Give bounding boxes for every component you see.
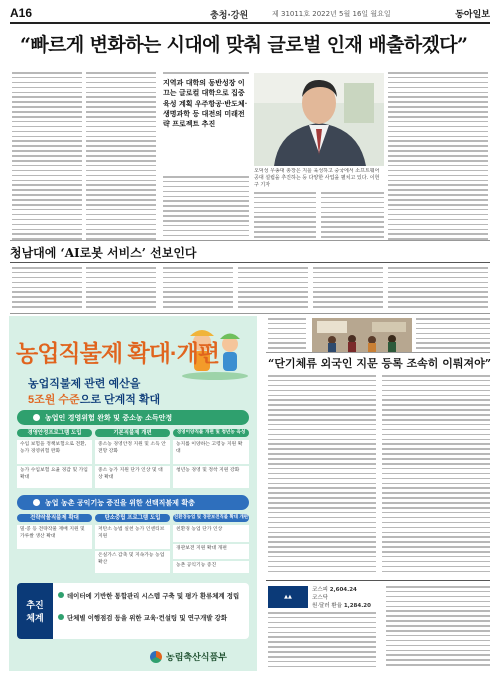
article2-tail bbox=[268, 318, 306, 353]
third-headline: “단기체류 외국인 지문 등록 조속히 이뤄져야” bbox=[268, 357, 492, 370]
market-logo bbox=[268, 586, 308, 608]
ad-s2-cell: 밀·콩 등 전략작물 재배 지원 및 가루쌀 생산 확대 bbox=[17, 525, 92, 549]
check-icon bbox=[58, 592, 64, 598]
divider bbox=[10, 262, 490, 263]
ad-system-item-2: 단체별 이행점검 등을 위한 교육·컨설팅 및 연구개발 강화 bbox=[58, 613, 246, 622]
ad-s2-cell: 친환경 농업 단가 인상 bbox=[173, 525, 249, 542]
divider bbox=[10, 313, 490, 314]
ad-org-name: 농림축산식품부 bbox=[166, 653, 227, 663]
market-table bbox=[268, 612, 376, 676]
article2-col-3 bbox=[163, 267, 233, 311]
event-photo bbox=[312, 318, 412, 352]
person-illustration bbox=[254, 73, 384, 166]
ad-s1-cell: 농지를 이양하는 고령농 지원 확대 bbox=[173, 440, 249, 464]
second-headline: 청남대에 ‘AI로봇 서비스’ 선보인다 bbox=[10, 246, 197, 260]
ad-s1-cell: 중소농 경영안정 지원 및 소득 안전망 강화 bbox=[95, 440, 170, 464]
ad-subtitle-2 bbox=[28, 391, 160, 407]
subheadline: 지역과 대학의 동반성장 이끄는 글로컬 대학으로 집중 육성 계획 우주항공·반도체·생명과학 등 대전의 미래전략 프로젝트 추진 bbox=[163, 78, 248, 129]
article-column-4b bbox=[321, 192, 384, 242]
ad-system-label: 추진 체계 bbox=[17, 583, 53, 639]
page-number: A16 bbox=[10, 6, 33, 20]
market-table-2 bbox=[386, 586, 490, 676]
article3-col-1 bbox=[268, 375, 376, 575]
main-headline: “빠르게 변화하는 시대에 맞춰 글로벌 인재 배출하겠다” bbox=[20, 34, 468, 56]
ad-section-1-bar bbox=[17, 410, 249, 425]
check-icon bbox=[58, 614, 64, 620]
photo-caption: 오덕성 우송대 총장은 지를 육성하고 중국에서 소프트웨어 공대 설립을 추진하는 등 다양한 사업을 펼치고 있다. 이헌구 기자 bbox=[254, 168, 380, 188]
bullet-icon bbox=[33, 499, 40, 506]
ad-section-2-label: 농업 농촌 공익기능 증진을 위한 선택직불제 확충 bbox=[45, 498, 195, 507]
article2-tail-2 bbox=[416, 318, 490, 353]
ad-budget-highlight: 5조원 수준 bbox=[28, 394, 80, 406]
page-header bbox=[10, 4, 490, 24]
article-column-3 bbox=[163, 176, 249, 242]
ad-s1-head-2: 기본직불제 개편 bbox=[95, 429, 170, 437]
divider bbox=[266, 352, 490, 353]
article2-col-5 bbox=[313, 267, 383, 311]
article3-col-2 bbox=[382, 375, 490, 575]
ad-s2-cell: 온실가스 감축 및 지속가능 농업 확산 bbox=[95, 551, 170, 573]
market-box-1: 코스피 2,604.24 코스닥 원·달러 환율 1,284.20 bbox=[312, 587, 371, 609]
newspaper-logo: 동아일보 bbox=[455, 10, 490, 20]
article-column-2 bbox=[86, 72, 156, 242]
section-label: 충청·강원 bbox=[210, 11, 249, 21]
ad-s2-cell: 저탄소 농법 실천 농가 인센티브 지원 bbox=[95, 525, 170, 549]
article2-col-4 bbox=[238, 267, 308, 311]
article2-col-1 bbox=[12, 267, 82, 311]
ad-s1-cell: 청년농 경영 및 정착 지원 강화 bbox=[173, 466, 249, 488]
ad-s2-head-2: 탄소중립 프로그램 도입 bbox=[95, 514, 170, 522]
portrait-photo bbox=[254, 73, 384, 166]
article-column-1 bbox=[12, 72, 82, 242]
divider bbox=[266, 580, 490, 581]
issue-meta: 제 31011호 2022년 5월 16일 월요일 bbox=[272, 10, 391, 18]
ad-org-logo bbox=[150, 650, 227, 663]
ad-subtitle-rest: 으로 단계적 확대 bbox=[79, 394, 161, 406]
ad-s2-head-3: 친환경농업 및 경관보전직불 확대 개편 bbox=[174, 515, 248, 520]
channel-logo-icon: ▲▲ bbox=[284, 594, 292, 600]
ad-subtitle-1: 농업직불제 관련 예산을 bbox=[28, 378, 141, 390]
ad-section-2-bar bbox=[17, 495, 249, 510]
divider bbox=[10, 240, 490, 241]
article2-col-6 bbox=[388, 267, 488, 311]
ad-s2-cell: 경관보전 지원 확대 개편 bbox=[173, 544, 249, 559]
ad-s1-cell: 중소 농가 지원 단가 인상 및 대상 확대 bbox=[95, 466, 170, 488]
ad-s2-cell: 농촌 공익기능 증진 bbox=[173, 561, 249, 573]
ad-system-item-1: 데이터에 기반한 통합관리 시스템 구축 및 평가 환류체계 정립 bbox=[58, 591, 246, 600]
ad-s1-head-3: 경영이양직불 개편 및 청년농 육성 bbox=[173, 429, 249, 437]
article2-col-2 bbox=[86, 267, 156, 311]
ad-s1-head-1: 경영안정프로그램 도입 bbox=[17, 429, 92, 437]
ad-s2-head-1: 전략작물직불제 확대 bbox=[17, 514, 92, 522]
ad-title: 농업직불제 확대·개편 bbox=[16, 340, 220, 366]
group-photo-illustration bbox=[312, 318, 412, 352]
ad-section-1-label: 농업인 경영위험 완화 및 중소농 소득안정 bbox=[45, 413, 173, 422]
ad-s1-cell: 수입 보험을 정책보험으로 전환, 농가 경영위험 완화 bbox=[17, 440, 92, 464]
ad-s1-cell: 농가 수입보험 요율 경감 및 가입 확대 bbox=[17, 466, 92, 488]
article-column-5 bbox=[388, 72, 488, 242]
article-column-4a bbox=[254, 192, 316, 242]
ministry-logo-icon bbox=[150, 651, 162, 663]
bullet-icon bbox=[33, 414, 40, 421]
